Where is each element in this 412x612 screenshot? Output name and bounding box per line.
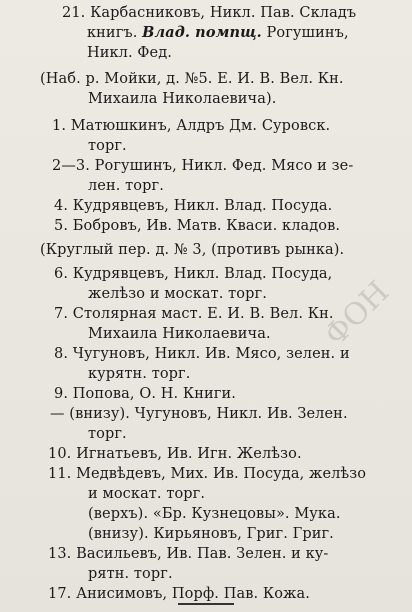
entry-21-text-b: Рогушинъ, [261,25,349,41]
entry-21-line-1: 21. Карбасниковъ, Никл. Пав. Складъ [62,5,357,21]
entry-17: 17. Анисимовъ, Порф. Пав. Кожа. [48,586,310,602]
entry-11-line-1: 11. Медвѣдевъ, Мих. Ив. Посуда, желѣзо [48,466,367,482]
entry-5: 5. Бобровъ, Ив. Матв. Кваси. кладов. [54,218,341,234]
entry-8-line-1: 8. Чугуновъ, Никл. Ив. Мясо, зелен. и [54,346,350,362]
section-rule [178,603,234,605]
entry-11-line-2: и москат. торг. [88,486,206,502]
entry-2-3-line-2: лен. торг. [88,178,164,194]
entry-dash-line-1: — (внизу). Чугуновъ, Никл. Ив. Зелен. [50,406,348,422]
entry-13-line-1: 13. Васильевъ, Ив. Пав. Зелен. и ку- [48,546,329,562]
entry-dash-line-2: торг. [88,426,127,442]
entry-8-line-2: курятн. торг. [88,366,191,382]
entry-6-line-1: 6. Кудрявцевъ, Никл. Влад. Посуда, [54,266,333,282]
entry-6-line-2: желѣзо и москат. торг. [88,286,267,302]
watermark: ФОН [318,274,397,353]
entry-1-line-2: торг. [88,138,127,154]
entry-21-line-3: Никл. Фед. [87,45,172,61]
entry-13-line-2: рятн. торг. [88,566,173,582]
address-moika-line-1: (Наб. р. Мойки, д. №5. Е. И. В. Вел. Кн. [40,71,344,87]
entry-1-line-1: 1. Матюшкинъ, Алдръ Дм. Суровск. [52,118,331,134]
entry-21-text-a: книгъ. [87,25,143,41]
entry-7-line-1: 7. Столярная маст. Е. И. В. Вел. Кн. [54,306,334,322]
entry-21-line-2 [87,23,349,43]
entry-9: 9. Попова, О. Н. Книги. [54,386,236,402]
address-krugly: (Круглый пер. д. № 3, (противъ рынка). [40,242,345,258]
entry-11-lower: (внизу). Кирьяновъ, Григ. Григ. [88,526,334,542]
address-moika-line-2: Михаила Николаевича). [88,91,277,107]
entry-10: 10. Игнатьевъ, Ив. Игн. Желѣзо. [48,446,302,462]
entry-4: 4. Кудрявцевъ, Никл. Влад. Посуда. [54,198,333,214]
entry-7-line-2: Михаила Николаевича. [88,326,271,342]
entry-2-3-line-1: 2—3. Рогушинъ, Никл. Фед. Мясо и зе- [52,158,354,174]
entry-11-upper: (верхъ). «Бр. Кузнецовы». Мука. [88,506,341,522]
entry-21-italic: Влад. помпщ. [142,24,262,41]
